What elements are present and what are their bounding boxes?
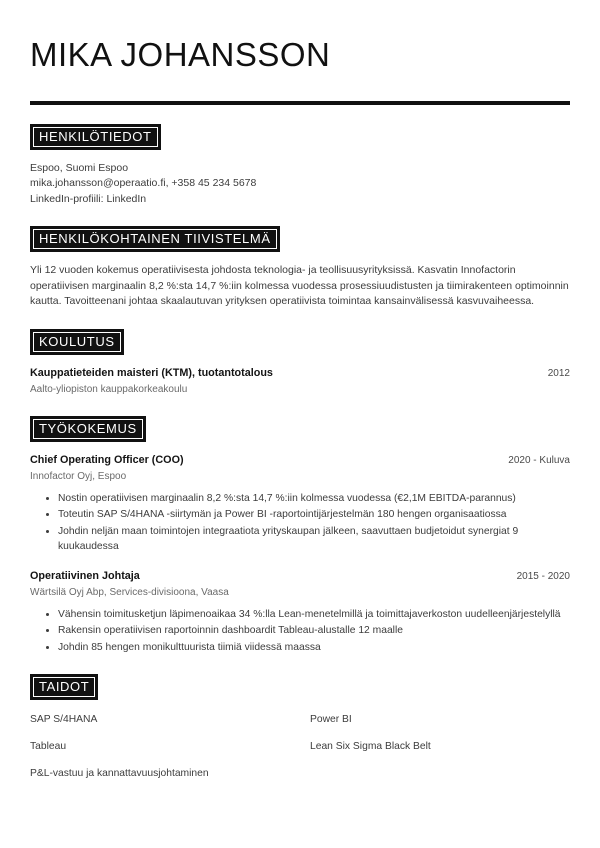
experience-date: 2020 - Kuluva: [508, 454, 570, 466]
section-heading-education: KOULUTUS: [30, 329, 124, 355]
section-heading-summary: HENKILÖKOHTAINEN TIIVISTELMÄ: [30, 226, 280, 252]
experience-bullet-list: [30, 491, 570, 555]
experience-date: 2015 - 2020: [516, 570, 570, 582]
section-education: [30, 329, 570, 397]
section-summary: [30, 226, 570, 310]
experience-bullet: Rakensin operatiivisen raportoinnin dashboardit Tableau-alustalle 12 maalle: [46, 623, 570, 639]
experience-job-title: Operatiivinen Johtaja: [30, 569, 140, 582]
section-heading-contact: HENKILÖTIEDOT: [30, 124, 161, 150]
experience-entry-header: [30, 569, 570, 584]
skill-item: P&L-vastuu ja kannattavuusjohtaminen: [30, 768, 209, 780]
experience-company: Wärtsilä Oyj Abp, Services-divisioona, Vaasa: [30, 586, 229, 598]
education-entry-header: [30, 366, 570, 381]
experience-company: Innofactor Oyj, Espoo: [30, 470, 127, 482]
education-body: [30, 366, 570, 397]
skill-item: Lean Six Sigma Black Belt: [310, 741, 431, 753]
experience-bullet: Toteutin SAP S/4HANA -siirtymän ja Power BI -raportointijärjestelmän 180 hengen organisaatiossa: [46, 507, 570, 523]
skill-item: Tableau: [30, 741, 67, 753]
experience-entry: [30, 453, 570, 555]
education-degree: Kauppatieteiden maisteri (KTM), tuotantotalous: [30, 366, 273, 379]
education-date: 2012: [547, 367, 570, 379]
section-experience: [30, 416, 570, 656]
contact-line-location: Espoo, Suomi Espoo: [30, 161, 129, 174]
contact-line-linkedin[interactable]: LinkedIn-profiili: LinkedIn: [30, 192, 147, 205]
summary-body: [30, 263, 570, 310]
contact-details: [30, 161, 570, 208]
skill-item: SAP S/4HANA: [30, 714, 98, 726]
experience-body: [30, 453, 570, 656]
experience-entry-header: [30, 453, 570, 468]
candidate-name: MIKA JOHANSSON: [30, 36, 331, 73]
section-heading-experience: TYÖKOKEMUS: [30, 416, 146, 442]
education-institution: Aalto-yliopiston kauppakorkeakoulu: [30, 383, 188, 395]
summary-text: Yli 12 vuoden kokemus operatiivisesta johdosta teknologia- ja teollisuusyrityksissä. Kasvatin Innofactorin operatiivisen marginaalin 8,2 %:sta 14,7 %:iin kolmessa vuodessa prosessiuudistusten ja tiimirakenteen optimoinnin kautta. Tavoitteenani johtaa skaalautuvan yrityksen operatiivista toimintaa kansainvälisessä kasvuvaiheessa.: [30, 264, 569, 308]
experience-entry: [30, 569, 570, 656]
experience-bullet: Johdin neljän maan toimintojen integraatiota yrityskaupan jälkeen, saavuttaen budjetoidut synergiat 9 kuukaudessa: [46, 524, 570, 555]
experience-job-title: Chief Operating Officer (COO): [30, 453, 184, 466]
section-contact: [30, 124, 570, 208]
experience-bullet: Nostin operatiivisen marginaalin 8,2 %:sta 14,7 %:iin kolmessa vuodessa (€2,1M EBITDA-parannus): [46, 491, 570, 507]
header-divider: [30, 101, 570, 105]
section-skills: [30, 674, 570, 781]
experience-bullet: Johdin 85 hengen monikulttuurista tiimiä viidessä maassa: [46, 640, 570, 656]
resume-header: [30, 0, 570, 105]
experience-bullet: Vähensin toimitusketjun läpimenoaikaa 34 %:lla Lean-menetelmillä ja toimittajaverkoston uudelleenjärjestelyllä: [46, 607, 570, 623]
education-entry: [30, 366, 570, 397]
experience-bullet-list: [30, 607, 570, 656]
section-heading-skills: TAIDOT: [30, 674, 98, 700]
skills-grid: [30, 712, 570, 781]
skill-item: Power BI: [310, 714, 352, 726]
contact-line-email-phone[interactable]: mika.johansson@operaatio.fi, +358 45 234 5678: [30, 177, 257, 190]
